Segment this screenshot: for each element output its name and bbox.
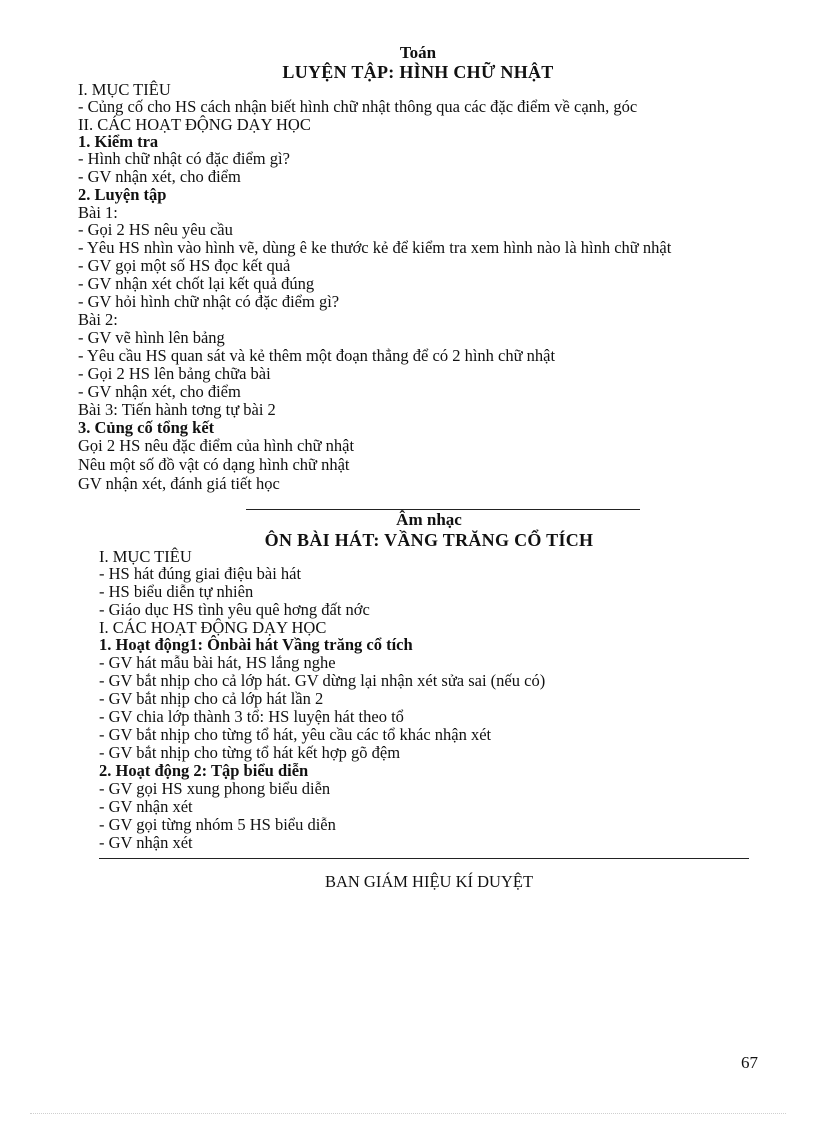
subsection-heading: 1. Kiểm tra (78, 132, 159, 151)
footer-dotted-line (30, 1113, 786, 1114)
exercise-label: Bài 1: (78, 203, 118, 222)
text-line: - GV nhận xét (99, 797, 193, 816)
text-line: - Hình chữ nhật có đặc điểm gì? (78, 149, 290, 168)
exercise-label: Bài 2: (78, 310, 118, 329)
section-heading: I. MỤC TIÊU (78, 80, 171, 99)
text-line: - Gọi 2 HS nêu yêu cầu (78, 220, 233, 239)
text-line: - GV hỏi hình chữ nhật có đặc điểm gì? (78, 292, 340, 311)
text-line: - HS hát đúng giai điệu bài hát (99, 564, 302, 583)
subsection-heading: 3. Củng cố tổng kết (78, 418, 215, 437)
text-line: - GV nhận xét, cho điểm (78, 167, 241, 186)
text-line: - GV bắt nhịp cho từng tổ hát, yêu cầu các tổ khác nhận xét (99, 725, 492, 744)
page-number: 67 (741, 1053, 758, 1072)
subsection-heading: 2. Hoạt động 2: Tập biểu diễn (99, 761, 309, 780)
text-line: GV nhận xét, đánh giá tiết học (78, 474, 280, 493)
text-line: - GV nhận xét (99, 833, 193, 852)
exercise-label: Bài 3: Tiến hành tơng tự bài 2 (78, 400, 276, 419)
text-line: - GV gọi từng nhóm 5 HS biểu diễn (99, 815, 336, 834)
text-line: - GV bắt nhịp cho từng tổ hát kết hợp gõ đệm (99, 743, 401, 762)
text-line: - GV nhận xét, cho điểm (78, 382, 241, 401)
text-line: - GV bắt nhịp cho cả lớp hát. GV dừng lại nhận xét sửa sai (nếu có) (99, 671, 546, 690)
text-line: - GV bắt nhịp cho cả lớp hát lần 2 (99, 689, 324, 708)
text-line: - GV gọi HS xung phong biểu diễn (99, 779, 331, 798)
subject-heading-amnhac: Âm nhạc (396, 510, 462, 529)
text-line: - GV gọi một số HS đọc kết quả (78, 256, 291, 275)
text-line: - Yêu HS nhìn vào hình vẽ, dùng ê ke thước kẻ để kiểm tra xem hình nào là hình chữ nhật (78, 238, 672, 257)
section-divider (99, 858, 749, 859)
text-line: - GV nhận xét chốt lại kết quả đúng (78, 274, 315, 293)
text-line: - HS biểu diễn tự nhiên (99, 582, 254, 601)
lesson-title-toan: LUYỆN TẬP: HÌNH CHỮ NHẬT (282, 62, 554, 82)
text-line: - Giáo dục HS tình yêu quê hơng đất nớc (99, 600, 370, 619)
section-heading: I. CÁC HOẠT ĐỘNG DẠY HỌC (99, 618, 327, 637)
section-heading: II. CÁC HOẠT ĐỘNG DẠY HỌC (78, 115, 311, 134)
text-line: - GV hát mẫu bài hát, HS lắng nghe (99, 653, 336, 672)
lesson-title-amnhac: ÔN BÀI HÁT: VẦNG TRĂNG CỔ TÍCH (264, 530, 594, 550)
text-line: - GV chia lớp thành 3 tổ: HS luyện hát theo tổ (99, 707, 404, 726)
text-line: - Yêu cầu HS quan sát và kẻ thêm một đoạn thẳng để có 2 hình chữ nhật (78, 346, 556, 365)
text-line: - Gọi 2 HS lên bảng chữa bài (78, 364, 271, 383)
subject-heading-toan: Toán (399, 43, 437, 62)
text-line: Nêu một số đồ vật có dạng hình chữ nhật (78, 455, 350, 474)
signoff-label: BAN GIÁM HIỆU KÍ DUYỆT (324, 872, 534, 891)
section-heading: I. MỤC TIÊU (99, 547, 192, 566)
subsection-heading: 2. Luyện tập (78, 185, 167, 204)
text-line: Gọi 2 HS nêu đặc điểm của hình chữ nhật (78, 436, 355, 455)
subsection-heading: 1. Hoạt động1: Ônbài hát Vầng trăng cổ tích (99, 635, 413, 654)
text-line: - Củng cố cho HS cách nhận biết hình chữ nhật thông qua các đặc điểm về cạnh, góc (78, 97, 638, 116)
text-line: - GV vẽ hình lên bảng (78, 328, 225, 347)
